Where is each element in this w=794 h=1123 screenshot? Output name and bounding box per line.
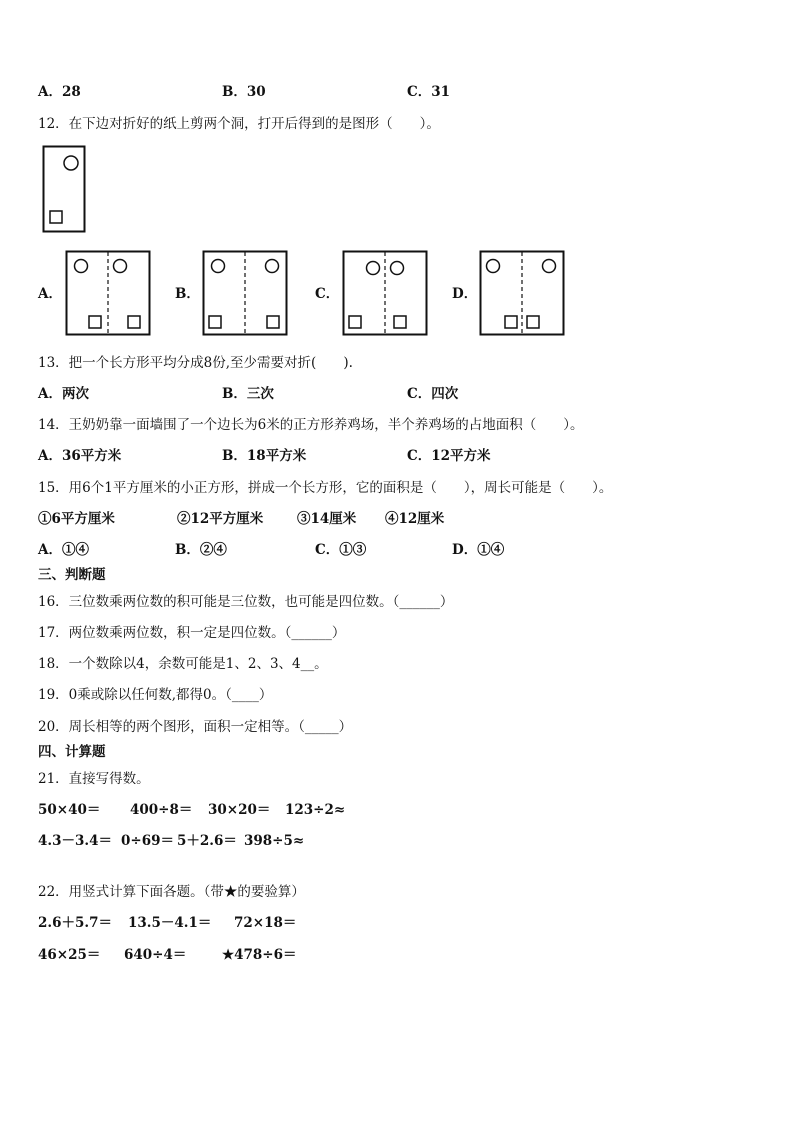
q21-expr: 50×40＝ (38, 802, 101, 818)
q11-option-b[interactable]: B．30 (222, 84, 266, 100)
q22-stem: 22．用竖式计算下面各题。（带★的要验算） (38, 884, 305, 900)
q22-expr: 640÷4＝ (124, 947, 187, 963)
folded-paper-figure (42, 145, 86, 233)
q19-item: 19．0乘或除以任何数,都得0。（____） (38, 687, 273, 703)
q15-option-c[interactable]: C．①③ (315, 542, 367, 558)
q15-option-b[interactable]: B．②④ (175, 542, 227, 558)
q22-expr: 13.5－4.1＝ (128, 915, 212, 931)
q12-option-b-figure[interactable] (202, 250, 288, 336)
q21-expr: 0÷69＝ (121, 833, 174, 849)
q12-option-c-label[interactable]: C． (315, 286, 340, 302)
q12-option-d-label[interactable]: D． (452, 286, 478, 302)
q21-expr: 398÷5≈ (244, 833, 305, 849)
q15-choice-1: ①6平方厘米 (38, 511, 115, 527)
q21-expr: 400÷8＝ (130, 802, 193, 818)
section-4-title: 四、计算题 (38, 744, 106, 760)
q12-option-d-figure[interactable] (479, 250, 565, 336)
q14-option-a[interactable]: A．36平方米 (38, 448, 122, 464)
q12-option-c-figure[interactable] (342, 250, 428, 336)
q22-expr: ★478÷6＝ (222, 947, 297, 963)
q21-expr: 5＋2.6＝ (177, 833, 237, 849)
q11-option-a[interactable]: A．28 (38, 84, 81, 100)
q15-stem: 15．用6个1平方厘米的小正方形，拼成一个长方形，它的面积是（ ），周长可能是（ ）。 (38, 480, 613, 496)
section-3-title: 三、判断题 (38, 567, 106, 583)
q13-option-a[interactable]: A．两次 (38, 386, 89, 402)
q13-stem: 13．把一个长方形平均分成8份,至少需要对折( ). (38, 355, 353, 371)
q22-expr: 72×18＝ (234, 915, 297, 931)
q12-option-a-label[interactable]: A． (38, 286, 62, 302)
q11-option-c[interactable]: C．31 (407, 84, 451, 100)
q13-option-c[interactable]: C．四次 (407, 386, 459, 402)
q12-stem: 12．在下边对折好的纸上剪两个洞，打开后得到的是图形（ ）。 (38, 116, 440, 132)
q15-option-a[interactable]: A．①④ (38, 542, 89, 558)
q14-option-b[interactable]: B．18平方米 (222, 448, 307, 464)
q20-item: 20．周长相等的两个图形，面积一定相等。（_____） (38, 719, 353, 735)
q21-expr: 30×20＝ (208, 802, 271, 818)
q14-stem: 14．王奶奶靠一面墙围了一个边长为6米的正方形养鸡场，半个养鸡场的占地面积（ ）。 (38, 417, 584, 433)
q17-item: 17．两位数乘两位数，积一定是四位数。（______） (38, 625, 346, 641)
q22-expr: 46×25＝ (38, 947, 101, 963)
q12-option-b-label[interactable]: B． (175, 286, 200, 302)
q13-option-b[interactable]: B．三次 (222, 386, 274, 402)
q22-expr: 2.6＋5.7＝ (38, 915, 112, 931)
q14-option-c[interactable]: C．12平方米 (407, 448, 491, 464)
q15-choice-3: ③14厘米 (297, 511, 357, 527)
q15-option-d[interactable]: D．①④ (452, 542, 505, 558)
q21-expr: 4.3－3.4＝ (38, 833, 112, 849)
q16-item: 16．三位数乘两位数的积可能是三位数，也可能是四位数。（______） (38, 594, 454, 610)
q21-expr: 123÷2≈ (285, 802, 346, 818)
q15-choice-4: ④12厘米 (385, 511, 445, 527)
q21-stem: 21．直接写得数。 (38, 771, 150, 787)
q18-item: 18．一个数除以4，余数可能是1、2、3、4__。 (38, 656, 328, 672)
q12-option-a-figure[interactable] (65, 250, 151, 336)
q15-choice-2: ②12平方厘米 (177, 511, 264, 527)
